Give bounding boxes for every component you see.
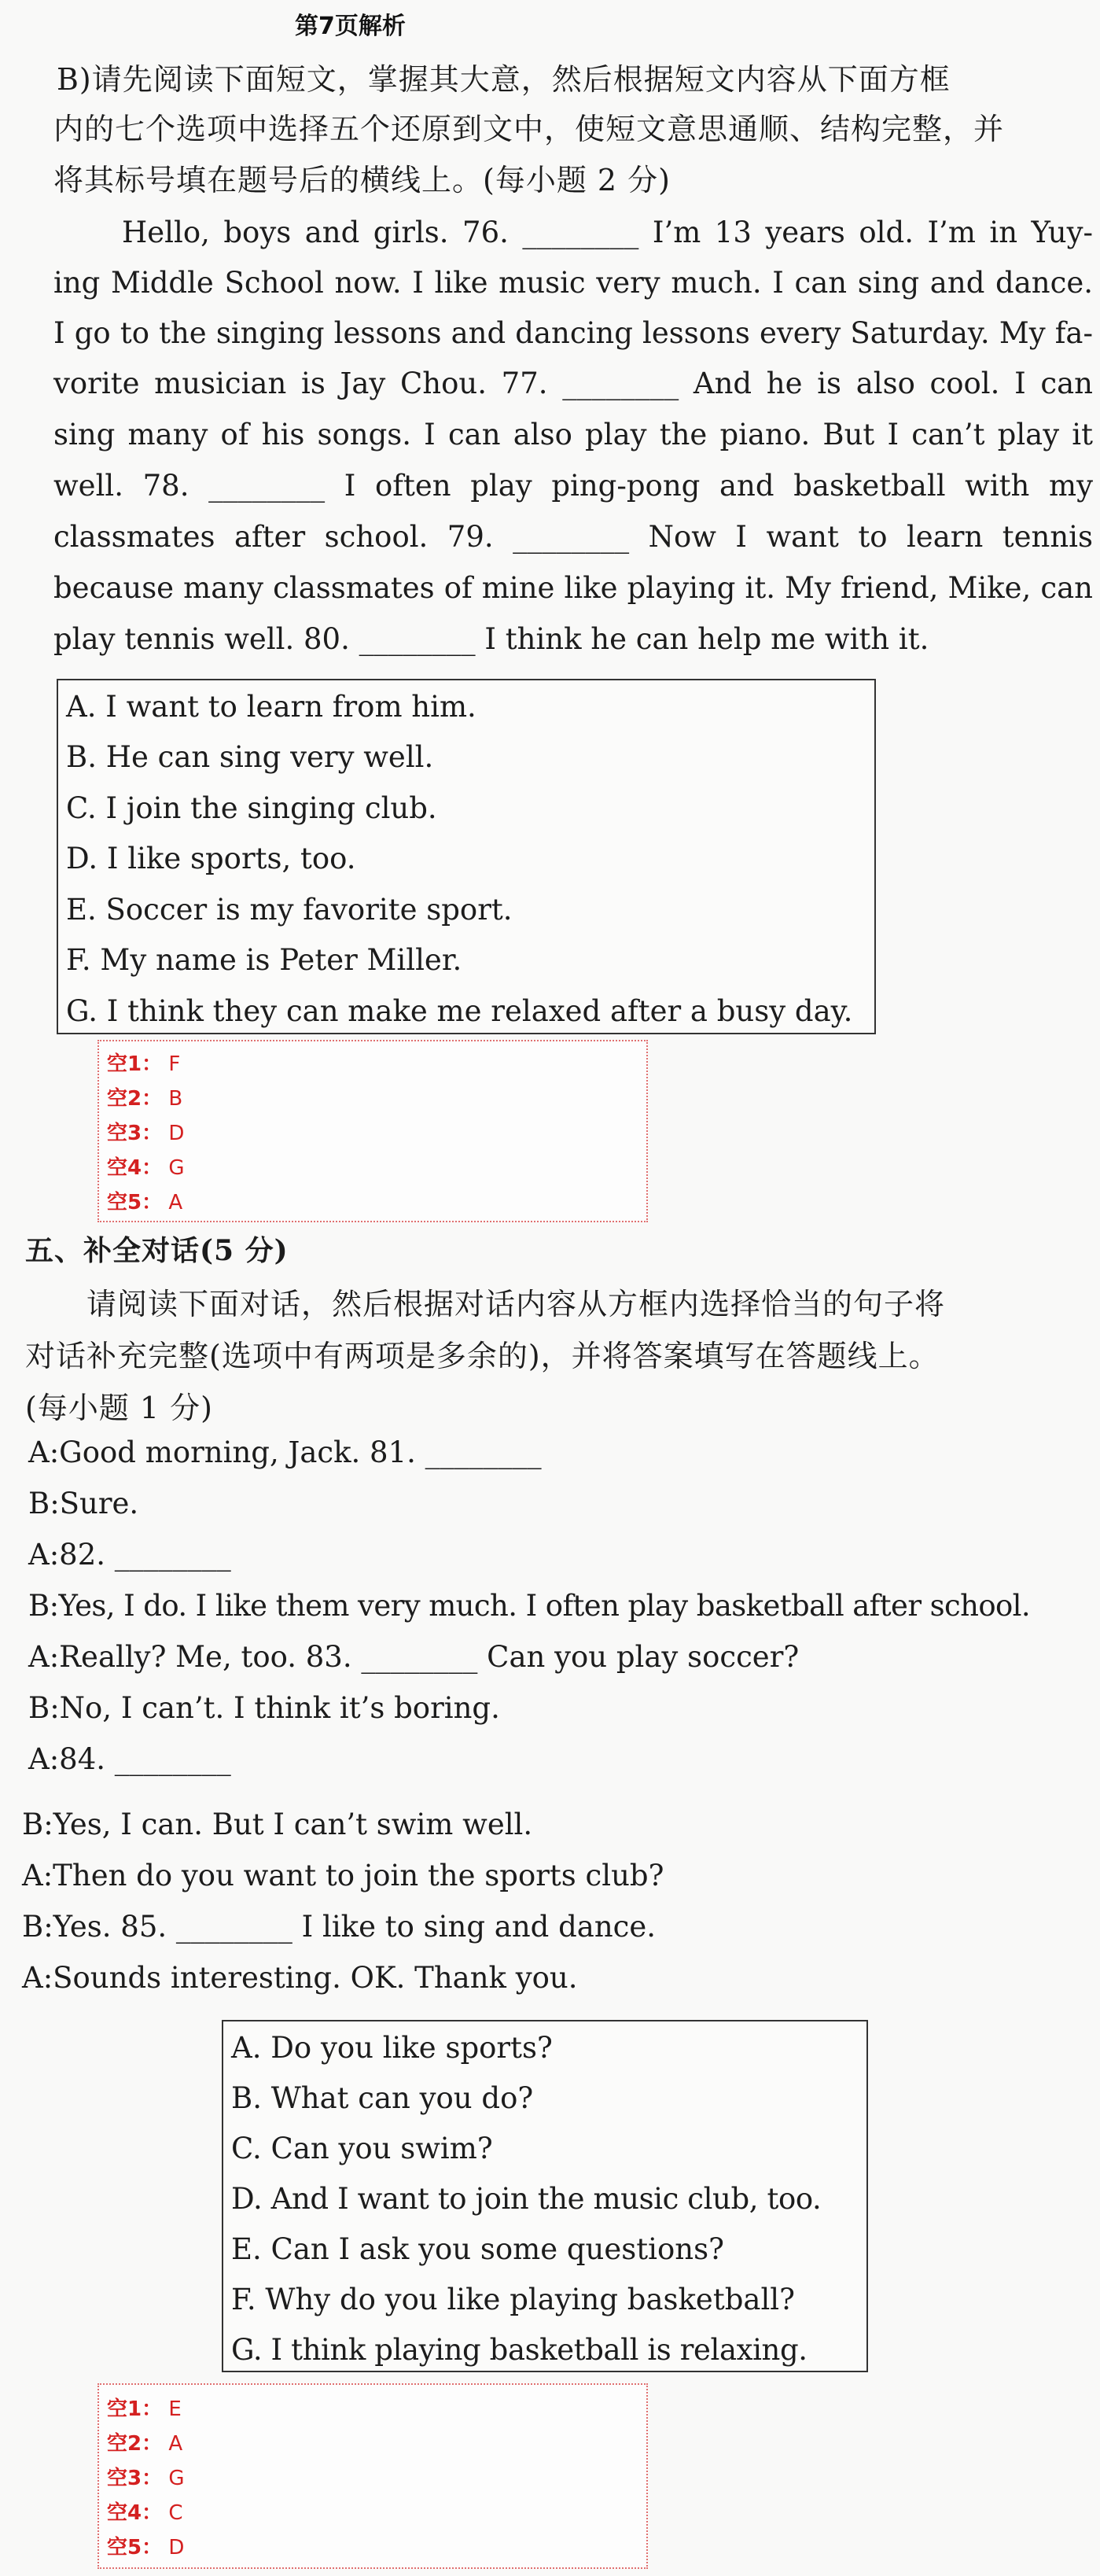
answer-row: 空5： A: [107, 1191, 183, 1214]
answer-row: 空3： G: [107, 2467, 185, 2490]
answer-row: 空5： D: [107, 2536, 185, 2559]
answer-row: 空4： G: [107, 1156, 185, 1180]
section-b-instruction-line-2: 内的七个选项中选择五个还原到文中，使短文意思通顺、结构完整，并: [53, 112, 1005, 146]
dialogue-line: B:Sure.: [28, 1487, 139, 1520]
option-f: F. Why do you like playing basketball?: [231, 2283, 795, 2316]
section-5-instruction-line-2: 对话补充完整(选项中有两项是多余的)，并将答案填写在答题线上。: [25, 1339, 940, 1373]
dialogue-line: B:Yes. 85. ________ I like to sing and dance.: [22, 1910, 657, 1944]
page-title: 第7页解析: [295, 13, 406, 40]
section-5-instruction-line-1: 请阅读下面对话，然后根据对话内容从方框内选择恰当的句子将: [86, 1287, 946, 1321]
option-c: C. I join the singing club.: [66, 791, 437, 825]
passage-line: well. 78. ________ I often play ping-pong and basketball with my: [53, 469, 1093, 503]
section-5-heading: 五、补全对话(5 分): [25, 1234, 289, 1267]
passage-line: because many classmates of mine like playing it. My friend, Mike, can: [53, 571, 1093, 605]
passage-line: play tennis well. 80. ________ I think he can help me with it.: [53, 622, 929, 656]
answer-row: 空4： C: [107, 2501, 183, 2525]
dialogue-line: A:84. ________: [28, 1742, 231, 1776]
section-5-options-box: [222, 2020, 868, 2372]
answer-row: 空1： F: [107, 1052, 181, 1076]
section-b-answer-box: [97, 1040, 648, 1222]
option-b: B. He can sing very well.: [66, 740, 434, 774]
passage-line: sing many of his songs. I can also play the piano. But I can’t play it: [53, 418, 1093, 451]
answer-row: 空3： D: [107, 1122, 185, 1145]
section-b-instruction-line-3: 将其标号填在题号后的横线上。(每小题 2 分): [53, 163, 671, 197]
option-d: D. And I want to join the music club, too.: [231, 2182, 822, 2216]
dialogue-line: A:Good morning, Jack. 81. ________: [28, 1435, 542, 1469]
dialogue-line: B:Yes, I do. I like them very much. I often play basketball after school.: [28, 1589, 1031, 1623]
passage-line: ing Middle School now. I like music very much. I can sing and dance.: [53, 266, 1093, 300]
dialogue-line: B:Yes, I can. But I can’t swim well.: [22, 1808, 533, 1841]
option-d: D. I like sports, too.: [66, 842, 356, 875]
passage-line: I go to the singing lessons and dancing lessons every Saturday. My fa-: [53, 316, 1093, 350]
passage-line: classmates after school. 79. ________ Now I want to learn tennis: [53, 520, 1093, 554]
section-b-options-box: [57, 679, 876, 1034]
option-e: E. Soccer is my favorite sport.: [66, 893, 513, 927]
option-a: A. I want to learn from him.: [66, 690, 476, 724]
option-a: A. Do you like sports?: [231, 2031, 553, 2065]
answer-row: 空2： A: [107, 2432, 183, 2456]
dialogue-line: A:82. ________: [28, 1538, 231, 1572]
option-e: E. Can I ask you some questions?: [231, 2232, 724, 2266]
option-c: C. Can you swim?: [231, 2132, 493, 2165]
passage-line: vorite musician is Jay Chou. 77. ________ And he is also cool. I can: [53, 367, 1093, 400]
dialogue-line: A:Sounds interesting. OK. Thank you.: [22, 1961, 578, 1995]
dialogue-line: A:Really? Me, too. 83. ________ Can you play soccer?: [28, 1640, 800, 1674]
option-g: G. I think they can make me relaxed after a busy day.: [66, 994, 853, 1028]
section-5-instruction-line-3: (每小题 1 分): [25, 1391, 213, 1425]
dialogue-line: B:No, I can’t. I think it’s boring.: [28, 1691, 500, 1725]
option-g: G. I think playing basketball is relaxing.: [231, 2333, 808, 2367]
answer-row: 空1： E: [107, 2397, 182, 2421]
option-b: B. What can you do?: [231, 2081, 534, 2115]
passage-line: Hello, boys and girls. 76. ________ I’m 13 years old. I’m in Yuy-: [122, 216, 1093, 249]
section-b-instruction-line-1: B)请先阅读下面短文，掌握其大意，然后根据短文内容从下面方框: [57, 62, 951, 97]
option-f: F. My name is Peter Miller.: [66, 943, 462, 977]
dialogue-line: A:Then do you want to join the sports club?: [22, 1859, 664, 1892]
section-5-answer-box: [97, 2383, 648, 2569]
answer-row: 空2： B: [107, 1087, 183, 1111]
